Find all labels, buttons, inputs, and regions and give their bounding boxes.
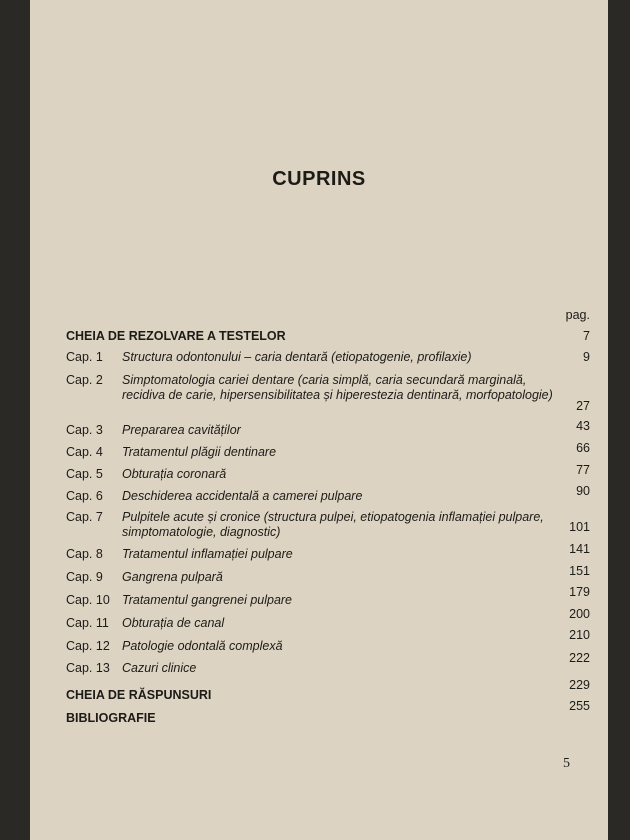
toc-chapter-label: Cap. 6 [66, 489, 103, 503]
toc-entry-title: Simptomatologia cariei dentare (caria simplă, caria secundară marginală, recidiva de carie, hipersensibilitatea și hiperestezia dentinară, morfopatologie) [122, 373, 553, 402]
toc-chapter-label: Cap. 5 [66, 467, 103, 481]
toc-chapter-label: Cap. 1 [66, 350, 103, 364]
toc-chapter-label: Cap. 13 [66, 661, 110, 675]
toc-chapter-label: Cap. 11 [66, 616, 109, 630]
toc-entry-title: Prepararea cavităților [122, 423, 241, 437]
toc-chapter-label: Cap. 8 [66, 547, 103, 561]
toc-page-number: 101 [569, 520, 590, 534]
toc-entry-title: Obturația coronară [122, 467, 227, 481]
toc-entry-title: Gangrena pulpară [122, 570, 223, 584]
toc-page-number: 151 [569, 564, 590, 578]
toc-page-number: 77 [576, 463, 590, 477]
toc-page-number: 141 [569, 542, 590, 556]
toc-entry-title: Obturația de canal [122, 616, 225, 630]
toc-page-number: 27 [576, 399, 590, 413]
page-title: CUPRINS [272, 168, 366, 190]
toc-page-number: 90 [576, 484, 590, 498]
toc-page-number: 66 [576, 441, 590, 455]
toc-page-number: 229 [569, 678, 590, 692]
toc-chapter-label: Cap. 3 [66, 423, 103, 437]
book-page [30, 0, 608, 840]
toc-entry-title: BIBLIOGRAFIE [66, 711, 156, 725]
toc-chapter-label: Cap. 4 [66, 445, 103, 459]
toc-entry-title: CHEIA DE RĂSPUNSURI [66, 688, 212, 702]
toc-chapter-label: Cap. 10 [66, 593, 110, 607]
toc-entry-title: Pulpitele acute și cronice (structura pulpei, etiopatogenia inflamației pulpare, simptomatologie, diagnostic) [122, 510, 544, 539]
toc-chapter-label: Cap. 2 [66, 373, 103, 387]
toc-entry-title: Structura odontonului – caria dentară (etiopatogenie, profilaxie) [122, 350, 472, 364]
toc-page-number: 179 [569, 585, 590, 599]
toc-chapter-label: Cap. 7 [66, 510, 103, 524]
page-number: 5 [563, 756, 570, 771]
toc-entry-title: Deschiderea accidentală a camerei pulpare [122, 489, 363, 503]
toc-entry-title: Patologie odontală complexă [122, 639, 283, 653]
pag-column-label: pag. [565, 308, 590, 322]
toc-entry-title: Tratamentul inflamației pulpare [122, 547, 293, 561]
toc-page-number: 7 [583, 329, 590, 343]
toc-chapter-label: Cap. 12 [66, 639, 110, 653]
toc-page-number: 200 [569, 607, 590, 621]
toc-entry-title: CHEIA DE REZOLVARE A TESTELOR [66, 329, 286, 343]
toc-page-number: 9 [583, 350, 590, 364]
toc-page-number: 210 [569, 628, 590, 642]
toc-page-number: 43 [576, 419, 590, 433]
toc-entry-title: Cazuri clinice [122, 661, 197, 675]
toc-chapter-label: Cap. 9 [66, 570, 103, 584]
toc-entry-title: Tratamentul plăgii dentinare [122, 445, 277, 459]
toc-entry-title: Tratamentul gangrenei pulpare [122, 593, 293, 607]
toc-page-number: 255 [569, 699, 590, 713]
toc-page-number: 222 [569, 651, 590, 665]
